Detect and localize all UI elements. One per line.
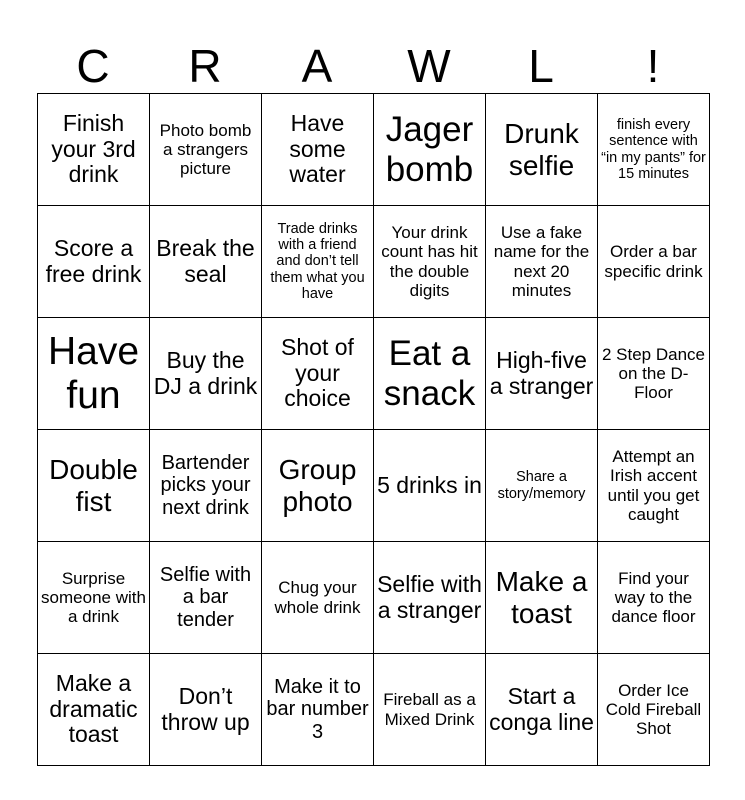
bingo-cell[interactable]: Attempt an Irish accent until you get caught xyxy=(598,430,710,542)
title-letter: ! xyxy=(646,40,660,92)
board-row xyxy=(38,318,710,430)
board-row xyxy=(38,94,710,206)
bingo-cell[interactable]: Shot of your choice xyxy=(262,318,374,430)
bingo-cell[interactable]: Selfie with a bar tender xyxy=(150,542,262,654)
bingo-cell[interactable]: Group photo xyxy=(262,430,374,542)
title-letter: W xyxy=(407,40,451,92)
bingo-title xyxy=(37,38,709,94)
bingo-cell[interactable]: Score a free drink xyxy=(38,206,150,318)
bingo-board xyxy=(37,93,710,766)
bingo-cell[interactable]: Don’t throw up xyxy=(150,654,262,766)
bingo-cell[interactable]: Drunk selfie xyxy=(486,94,598,206)
bingo-cell[interactable]: 5 drinks in xyxy=(374,430,486,542)
board-row xyxy=(38,206,710,318)
bingo-cell[interactable]: Photo bomb a strangers picture xyxy=(150,94,262,206)
bingo-cell[interactable]: Buy the DJ a drink xyxy=(150,318,262,430)
bingo-cell[interactable]: 2 Step Dance on the D-Floor xyxy=(598,318,710,430)
bingo-cell[interactable]: Have fun xyxy=(38,318,150,430)
bingo-cell[interactable]: Make a toast xyxy=(486,542,598,654)
bingo-cell[interactable]: Jager bomb xyxy=(374,94,486,206)
bingo-cell[interactable]: Make a dramatic toast xyxy=(38,654,150,766)
bingo-cell[interactable]: Make it to bar number 3 xyxy=(262,654,374,766)
bingo-cell[interactable]: Find your way to the dance floor xyxy=(598,542,710,654)
bingo-cell[interactable]: Double fist xyxy=(38,430,150,542)
bingo-cell[interactable]: finish every sentence with “in my pants” for 15 minutes xyxy=(598,94,710,206)
bingo-cell[interactable]: Start a conga line xyxy=(486,654,598,766)
bingo-cell[interactable]: Trade drinks with a friend and don’t tell them what you have xyxy=(262,206,374,318)
board-row xyxy=(38,430,710,542)
bingo-cell[interactable]: High-five a stranger xyxy=(486,318,598,430)
bingo-cell[interactable]: Bartender picks your next drink xyxy=(150,430,262,542)
title-letter: A xyxy=(301,40,333,92)
title-letter: C xyxy=(76,40,110,92)
bingo-cell[interactable]: Finish your 3rd drink xyxy=(38,94,150,206)
bingo-cell[interactable]: Selfie with a stranger xyxy=(374,542,486,654)
title-letter: L xyxy=(528,40,554,92)
bingo-cell[interactable]: Order a bar specific drink xyxy=(598,206,710,318)
title-letter: R xyxy=(188,40,222,92)
bingo-cell[interactable]: Order Ice Cold Fireball Shot xyxy=(598,654,710,766)
board-row xyxy=(38,542,710,654)
bingo-cell[interactable]: Eat a snack xyxy=(374,318,486,430)
bingo-cell[interactable]: Surprise someone with a drink xyxy=(38,542,150,654)
bingo-cell[interactable]: Use a fake name for the next 20 minutes xyxy=(486,206,598,318)
bingo-cell[interactable]: Fireball as a Mixed Drink xyxy=(374,654,486,766)
bingo-cell[interactable]: Your drink count has hit the double digits xyxy=(374,206,486,318)
bingo-cell[interactable]: Chug your whole drink xyxy=(262,542,374,654)
bingo-cell[interactable]: Share a story/memory xyxy=(486,430,598,542)
board-row xyxy=(38,654,710,766)
bingo-cell[interactable]: Break the seal xyxy=(150,206,262,318)
bingo-cell[interactable]: Have some water xyxy=(262,94,374,206)
